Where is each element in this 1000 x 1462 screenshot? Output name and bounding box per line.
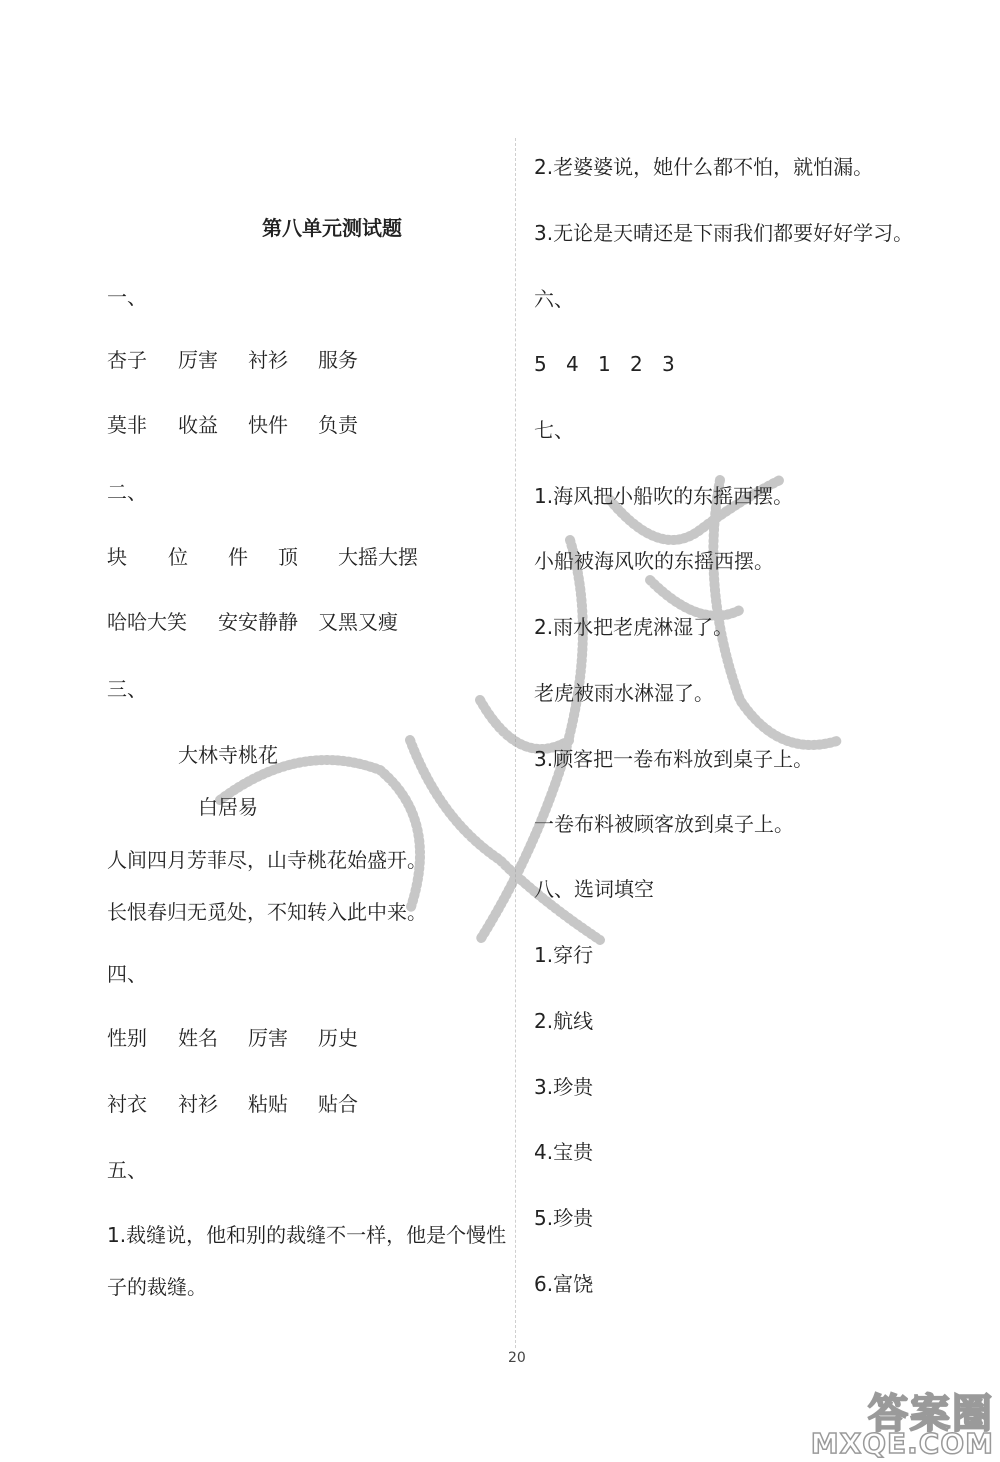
s6-num-4: 2 <box>630 352 643 376</box>
section-2-heading: 二、 <box>107 480 147 504</box>
s8-item-4: 4.宝贵 <box>534 1140 594 1164</box>
section-3-heading: 三、 <box>107 677 147 701</box>
s4-word-6: 衬衫 <box>178 1092 218 1116</box>
s4-word-1: 性别 <box>107 1026 147 1050</box>
s7-item-1: 1.海风把小船吹的东摇西摆。 <box>534 484 794 508</box>
s2-word-7: 安安静静 <box>218 610 298 634</box>
s2-word-5: 大摇大摆 <box>338 545 418 569</box>
s2-word-1: 块 <box>107 545 127 569</box>
s4-word-4: 历史 <box>318 1026 358 1050</box>
section-8-heading: 八、选词填空 <box>534 877 654 901</box>
s8-item-1: 1.穿行 <box>534 943 594 967</box>
s1-word-2: 厉害 <box>178 348 218 372</box>
section-4-heading: 四、 <box>107 962 147 986</box>
poem-title: 大林寺桃花 <box>178 743 278 767</box>
s6-num-3: 1 <box>598 352 611 376</box>
s6-num-2: 4 <box>566 352 579 376</box>
s6-num-1: 5 <box>534 352 547 376</box>
section-6-heading: 六、 <box>534 287 574 311</box>
s8-item-2: 2.航线 <box>534 1009 594 1033</box>
s2-word-6: 哈哈大笑 <box>107 610 187 634</box>
s8-item-5: 5.珍贵 <box>534 1206 594 1230</box>
logo-url: MXQE.COM <box>810 1427 994 1460</box>
s1-word-4: 服务 <box>318 348 358 372</box>
s7-item-5: 3.顾客把一卷布料放到桌子上。 <box>534 747 814 771</box>
poem-line-1: 人间四月芳菲尽，山寺桃花始盛开。 <box>107 848 427 872</box>
s1-word-3: 衬衫 <box>248 348 288 372</box>
s1-word-8: 负责 <box>318 413 358 437</box>
s2-word-8: 又黑又瘦 <box>318 610 398 634</box>
s1-word-1: 杏子 <box>107 348 147 372</box>
section-5-heading: 五、 <box>107 1158 147 1182</box>
s7-item-4: 老虎被雨水淋湿了。 <box>534 681 714 705</box>
s7-item-3: 2.雨水把老虎淋湿了。 <box>534 615 734 639</box>
s4-word-7: 粘贴 <box>248 1092 288 1116</box>
s6-num-5: 3 <box>662 352 675 376</box>
logo-text: 答案圈 <box>868 1391 994 1437</box>
s2-word-3: 件 <box>228 545 248 569</box>
s4-word-3: 厉害 <box>248 1026 288 1050</box>
s1-word-6: 收益 <box>178 413 218 437</box>
s2-word-2: 位 <box>168 545 188 569</box>
s8-item-6: 6.富饶 <box>534 1272 594 1296</box>
section-7-heading: 七、 <box>534 418 574 442</box>
poem-line-2: 长恨春归无觅处，不知转入此中来。 <box>107 900 427 924</box>
section-1-heading: 一、 <box>107 285 147 309</box>
s2-word-4: 顶 <box>278 545 298 569</box>
s7-item-2: 小船被海风吹的东摇西摆。 <box>534 549 774 573</box>
s5-item-2: 2.老婆婆说，她什么都不怕，就怕漏。 <box>534 155 874 179</box>
s4-word-5: 衬衣 <box>107 1092 147 1116</box>
s7-item-6: 一卷布料被顾客放到桌子上。 <box>534 812 794 836</box>
site-logo <box>762 1380 994 1460</box>
s8-item-3: 3.珍贵 <box>534 1075 594 1099</box>
poem-author: 白居易 <box>198 795 258 819</box>
s5-item-1-line-1: 1.裁缝说，他和别的裁缝不一样，他是个慢性 <box>107 1223 507 1247</box>
page-number: 20 <box>508 1350 526 1366</box>
s4-word-8: 贴合 <box>318 1092 358 1116</box>
s5-item-1-line-2: 子的裁缝。 <box>107 1275 207 1299</box>
page-title: 第八单元测试题 <box>262 216 402 240</box>
s1-word-5: 莫非 <box>107 413 147 437</box>
s1-word-7: 快件 <box>248 413 288 437</box>
s4-word-2: 姓名 <box>178 1026 218 1050</box>
s5-item-3: 3.无论是天晴还是下雨我们都要好好学习。 <box>534 221 914 245</box>
